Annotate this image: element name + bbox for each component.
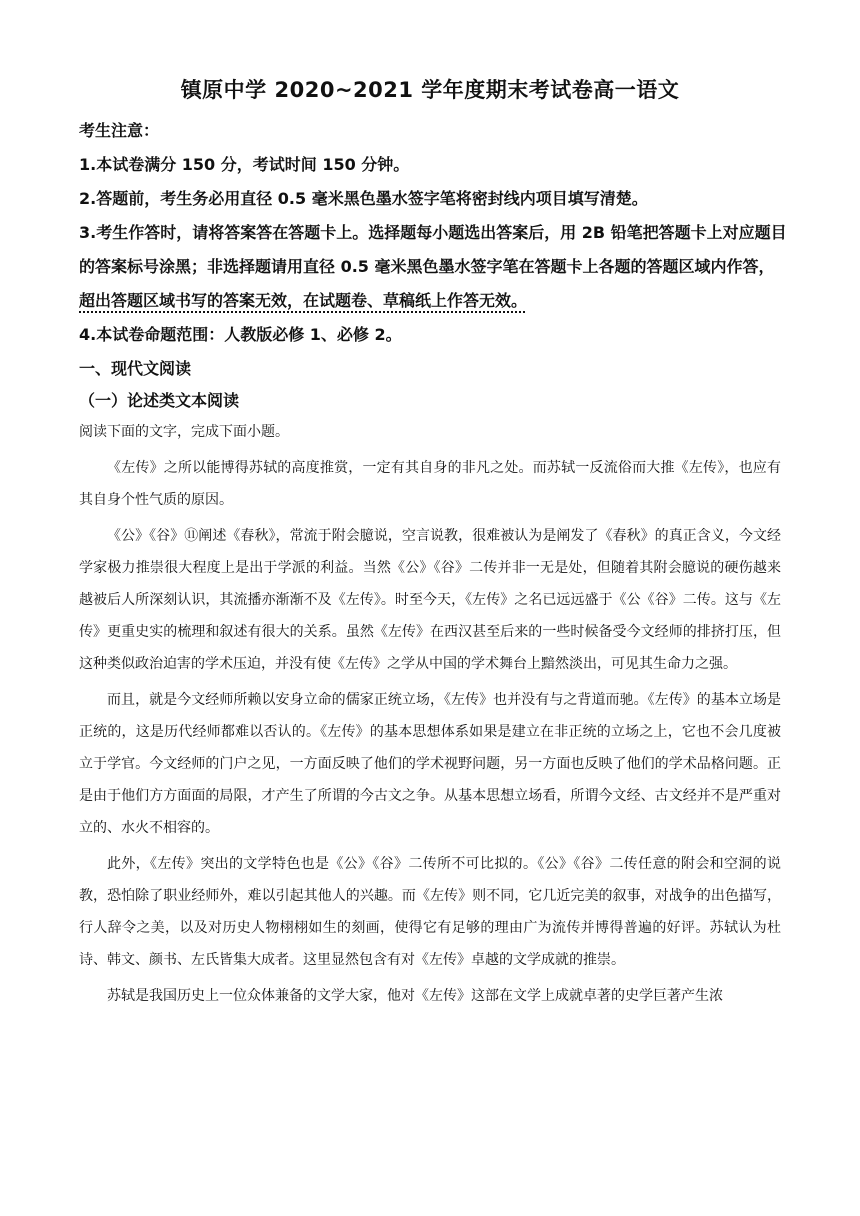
notice-item: 1.本试卷满分 150 分，考试时间 150 分钟。 — [79, 155, 410, 174]
reading-passage — [79, 452, 781, 1016]
notice-item: 2.答题前，考生务必用直径 0.5 毫米黑色墨水签字笔将密封线内项目填写清楚。 — [79, 189, 648, 208]
notice-item: 4.本试卷命题范围：人教版必修 1、必修 2。 — [79, 325, 402, 344]
passage-paragraph: 《左传》之所以能博得苏轼的高度推赏，一定有其自身的非凡之处。而苏轼一反流俗而大推《左传》，也应有其自身个性气质的原因。 — [79, 460, 781, 508]
passage-paragraph: 苏轼是我国历史上一位众体兼备的文学大家，他对《左传》这部在文学上成就卓著的史学巨著产生浓 — [107, 988, 723, 1004]
passage-paragraph: 《公》《谷》⑪阐述《春秋》，常流于附会臆说，空言说教，很难被认为是阐发了《春秋》的真正含义，今文经学家极力推崇很大程度上是出于学派的利益。当然《公》《谷》二传并非一无是处，但随着其附会臆说的硬伤越来越被后人所深刻认识，其流播亦渐渐不及《左传》。时至今天，《左传》之名已远远盛于《公《谷》二传。这与《左传》更重史实的梳理和叙述有很大的关系。虽然《左传》在西汉甚至后来的一些时候备受今文经师的排挤打压，但这种类似政治迫害的学术压迫，并没有使《左传》之学从中国的学术舞台上黯然淡出，可见其生命力之强。 — [79, 528, 781, 672]
passage-paragraph: 而且，就是今文经师所赖以安身立命的儒家正统立场，《左传》也并没有与之背道而驰。《左传》的基本立场是正统的，这是历代经师都难以否认的。《左传》的基本思想体系如果是建立在非正统的立场之上，它也不会几度被立于学官。今文经师的门户之见，一方面反映了他们的学术视野问题，另一方面也反映了他们的学术品格问题。正是由于他们方方面面的局限，才产生了所谓的今古文之争。从基本思想立场看，所谓今文经、古文经并不是严重对立的、水火不相容的。 — [79, 692, 781, 836]
emphasis-text: 超出答题区域书写的答案无效，在试题卷、草稿纸上作答无效。 — [79, 291, 528, 310]
passage-paragraph: 此外，《左传》突出的文学特色也是《公》《谷》二传所不可比拟的。《公》《谷》二传任意的附会和空洞的说教，恐怕除了职业经师外，难以引起其他人的兴趣。而《左传》则不同，它几近完美的叙事，对战争的出色描写，行人辞令之美，以及对历史人物栩栩如生的刻画，使得它有足够的理由广为流传并博得普遍的好评。苏轼认为杜诗、韩文、颜书、左氏皆集大成者。这里显然包含有对《左传》卓越的文学成就的推崇。 — [79, 856, 781, 968]
page-title: 镇原中学 2020~2021 学年度期末考试卷高一语文 — [180, 78, 680, 102]
notice-item: 3.考生作答时，请将答案答在答题卡上。选择题每小题选出答案后，用 2B 铅笔把答题卡上对应题目的答案标号涂黑；非选择题请用直径 0.5 毫米黑色墨水签字笔在答题卡上各题的答题区域内作答，超出答题区域书写的答案无效，在试题卷、草稿纸上作答无效。 — [79, 223, 787, 310]
instruction-text: 阅读下面的文字，完成下面小题。 — [79, 424, 289, 440]
notice-heading: 考生注意： — [79, 121, 160, 140]
section-heading: 一、现代文阅读 — [79, 359, 192, 378]
subsection-heading: （一）论述类文本阅读 — [79, 391, 240, 410]
notice-list — [79, 148, 789, 352]
